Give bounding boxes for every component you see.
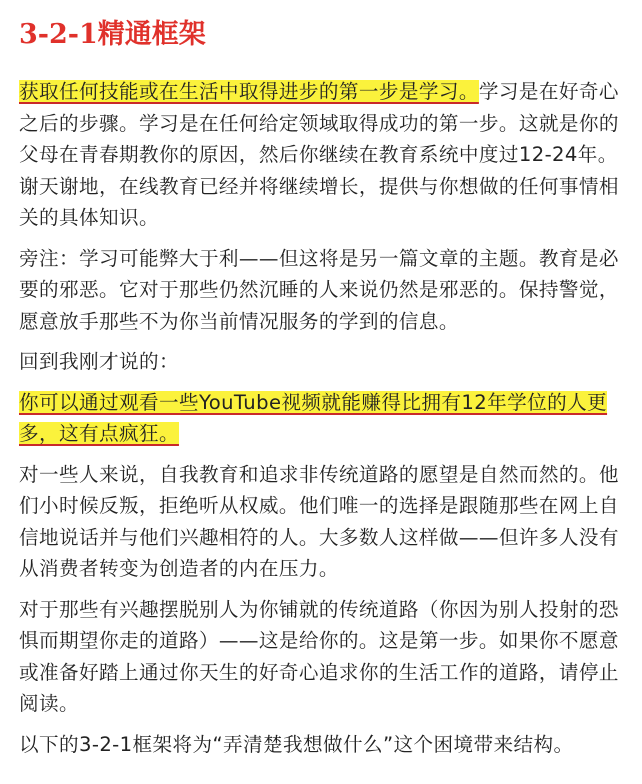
highlighted-text: 你可以通过观看一些YouTube视频就能赚得比拥有12年学位的人更多，这有点疯狂。 bbox=[19, 390, 608, 445]
paragraph-back-to-topic bbox=[19, 346, 620, 378]
paragraph-text: 以下的3-2-1框架将为“弄清楚我想做什么”这个困境带来结构。 bbox=[19, 732, 574, 756]
paragraph-youtube-quote bbox=[19, 387, 620, 450]
paragraph-self-education bbox=[19, 459, 620, 585]
highlighted-text: 获取任何技能或在生活中取得进步的第一步是学习。 bbox=[19, 80, 479, 103]
paragraph-text: 旁注：学习可能弊大于利——但这将是另一篇文章的主题。教育是必要的邪恶。它对于那些仍然沉睡的人来说仍然是邪恶的。保持警觉，愿意放手那些不为你当前情况服务的学到的信息。 bbox=[19, 246, 619, 333]
paragraph-side-note bbox=[19, 243, 620, 338]
paragraph-text: 对于那些有兴趣摆脱别人为你铺就的传统道路（你因为别人投射的恐惧而期望你走的道路）——这是给你的。这是第一步。如果你不愿意或准备好踏上通过你天生的好奇心追求你的生活工作的道路，请停止阅读。 bbox=[19, 597, 619, 715]
article-title: 3-2-1精通框架 bbox=[19, 19, 206, 50]
paragraph-text: 回到我刚才说的： bbox=[19, 350, 179, 373]
paragraph-learning bbox=[19, 76, 620, 234]
paragraph-traditional-path bbox=[19, 594, 620, 720]
paragraph-text: 对一些人来说，自我教育和追求非传统道路的愿望是自然而然的。他们小时候反叛，拒绝听从权威。他们唯一的选择是跟随那些在网上自信地说话并与他们兴趣相符的人。大多数人这样做——但许多人没有从消费者转变为创造者的内在压力。 bbox=[19, 462, 619, 580]
paragraph-framework-intro bbox=[19, 729, 620, 761]
paragraph-text: 学习是在好奇心之后的步骤。学习是在任何给定领域取得成功的第一步。这就是你的父母在青春期教你的原因，然后你继续在教育系统中度过12-24年。谢天谢地，在线教育已经并将继续增长，提供与你想做的任何事情相关的具体知识。 bbox=[19, 80, 619, 229]
